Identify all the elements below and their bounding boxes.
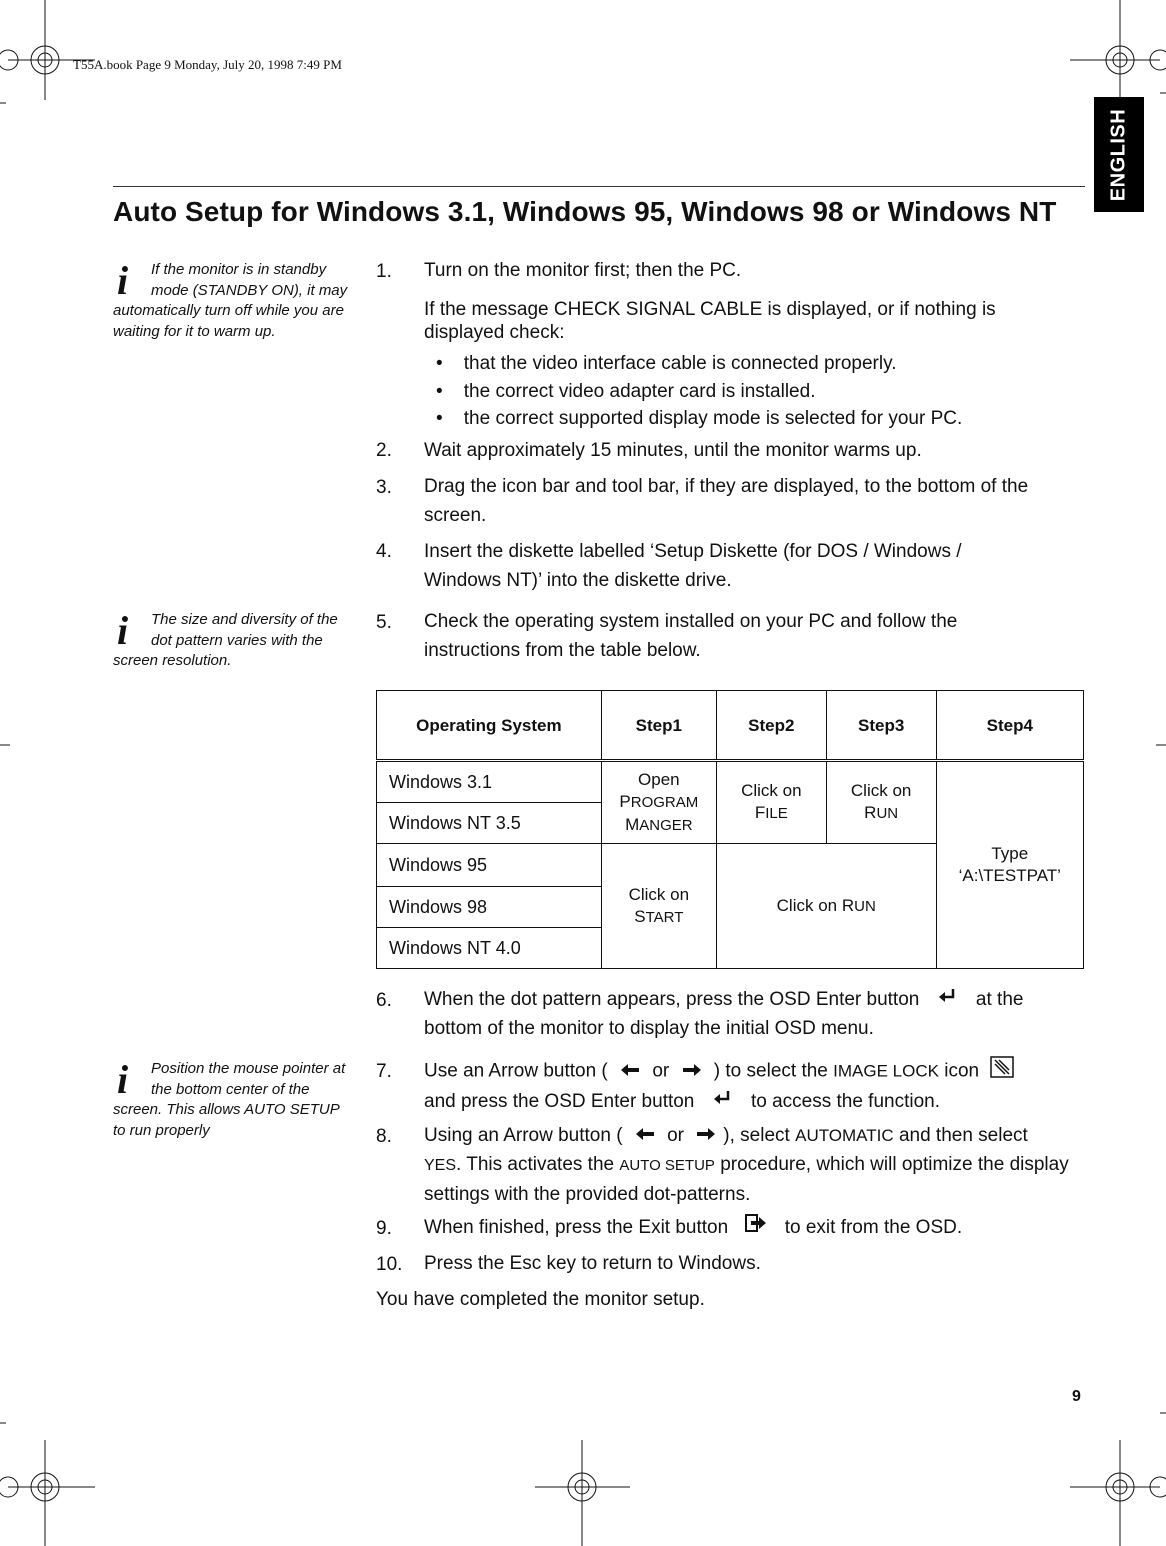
step-text: Wait approximately 15 minutes, until the monitor warms up.: [424, 440, 922, 461]
step-text: Use an Arrow button ( or ) to select the IMAGE LOCK icon and press the OSD Enter button to access the function.: [424, 1056, 1084, 1116]
registration-mark-icon: [8, 0, 95, 100]
image-lock-icon: [990, 1056, 1014, 1087]
table-header: Operating System: [377, 691, 602, 761]
step-number: 7.: [376, 1061, 392, 1082]
table-cell: Windows NT 3.5: [377, 803, 602, 844]
step-number: 4.: [376, 541, 392, 562]
left-arrow-icon: [619, 1057, 641, 1086]
step-text: When the dot pattern appears, press the OSD Enter button at the bottom of the monitor to display the initial OSD menu.: [424, 985, 1084, 1043]
step-number: 3.: [376, 477, 392, 498]
info-icon: [113, 610, 149, 648]
info-icon: [113, 1059, 149, 1097]
step-number: 2.: [376, 440, 392, 461]
table-cell: Windows 3.1: [377, 761, 602, 803]
language-tab-label: ENGLISH: [1107, 108, 1130, 201]
step-text: Check the operating system installed on your PC and follow the instructions from the table below.: [424, 611, 958, 661]
step-number: 6.: [376, 990, 392, 1011]
step-text: Drag the icon bar and tool bar, if they are displayed, to the bottom of the screen.: [424, 476, 1029, 526]
table-cell: Click on START: [601, 844, 716, 969]
running-header: T55A.book Page 9 Monday, July 20, 1998 7:49 PM: [73, 57, 342, 72]
registration-mark-icon: [535, 1440, 630, 1546]
step-text: Press the Esc key to return to Windows.: [424, 1253, 761, 1274]
table-header: Step3: [826, 691, 936, 761]
registration-mark-icon: [8, 1440, 95, 1546]
registration-mark-icon: [1070, 0, 1160, 100]
step-number: 5.: [376, 612, 392, 633]
left-arrow-icon: [634, 1121, 656, 1150]
step-number: 10.: [376, 1254, 403, 1275]
table-cell: Windows 98: [377, 887, 602, 928]
list-item: • the correct supported display mode is selected for your PC.: [436, 408, 963, 429]
table-cell: Click on RUN: [826, 761, 936, 844]
svg-text:i: i: [117, 610, 129, 648]
table-cell: Click on RUN: [716, 844, 936, 969]
registration-mark-icon: [1070, 1440, 1160, 1546]
page-title: Auto Setup for Windows 3.1, Windows 95, Windows 98 or Windows NT: [113, 196, 1057, 227]
margin-note: i The size and diversity of the dot pattern varies with the screen resolution.: [113, 610, 338, 669]
step-number: 1.: [376, 261, 392, 282]
enter-icon: [937, 985, 959, 1014]
step-text: Insert the diskette labelled ‘Setup Diskette (for DOS / Windows / Windows NT)’ into the diskette drive.: [424, 541, 962, 591]
table-cell: Type ‘A:\TESTPAT’: [936, 761, 1083, 969]
svg-text:i: i: [117, 260, 129, 298]
step-text: When finished, press the Exit button to exit from the OSD.: [424, 1213, 1084, 1242]
step-text: Turn on the monitor first; then the PC.: [424, 260, 742, 281]
table-header: Step4: [936, 691, 1083, 761]
closing-text: You have completed the monitor setup.: [376, 1289, 705, 1310]
table-header: Step1: [601, 691, 716, 761]
margin-note: i If the monitor is in standby mode (STANDBY ON), it may automatically turn off while you are waiting for it to warm up.: [113, 260, 348, 340]
table-cell: Windows 95: [377, 844, 602, 887]
right-arrow-icon: [681, 1057, 703, 1086]
svg-text:i: i: [117, 1059, 129, 1097]
table-cell: Windows NT 4.0: [377, 928, 602, 969]
step-number: 9.: [376, 1218, 392, 1239]
header-rule: [113, 186, 1085, 187]
language-tab: [1094, 97, 1144, 212]
right-arrow-icon: [695, 1121, 717, 1150]
list-item: • the correct video adapter card is installed.: [436, 381, 816, 402]
info-icon: [113, 260, 149, 298]
page-number: 9: [1072, 1388, 1081, 1405]
exit-icon: [745, 1213, 767, 1242]
step-detail: If the message CHECK SIGNAL CABLE is displayed, or if nothing is displayed check:: [424, 299, 996, 343]
os-steps-table: [376, 690, 1084, 969]
list-item: • that the video interface cable is connected properly.: [436, 353, 897, 374]
table-cell: Open PROGRAM MANGER: [601, 761, 716, 844]
table-cell: Click on FILE: [716, 761, 826, 844]
enter-icon: [712, 1087, 734, 1116]
table-header: Step2: [716, 691, 826, 761]
step-number: 8.: [376, 1126, 392, 1147]
margin-note: i Position the mouse pointer at the bottom center of the screen. This allows AUTO SETUP to run properly: [113, 1059, 346, 1139]
step-text: Using an Arrow button ( or ), select AUTOMATIC and then select YES. This activates the AUTO SETUP procedure, which will optimize the display settings with the provided dot-patterns.: [424, 1121, 1089, 1209]
